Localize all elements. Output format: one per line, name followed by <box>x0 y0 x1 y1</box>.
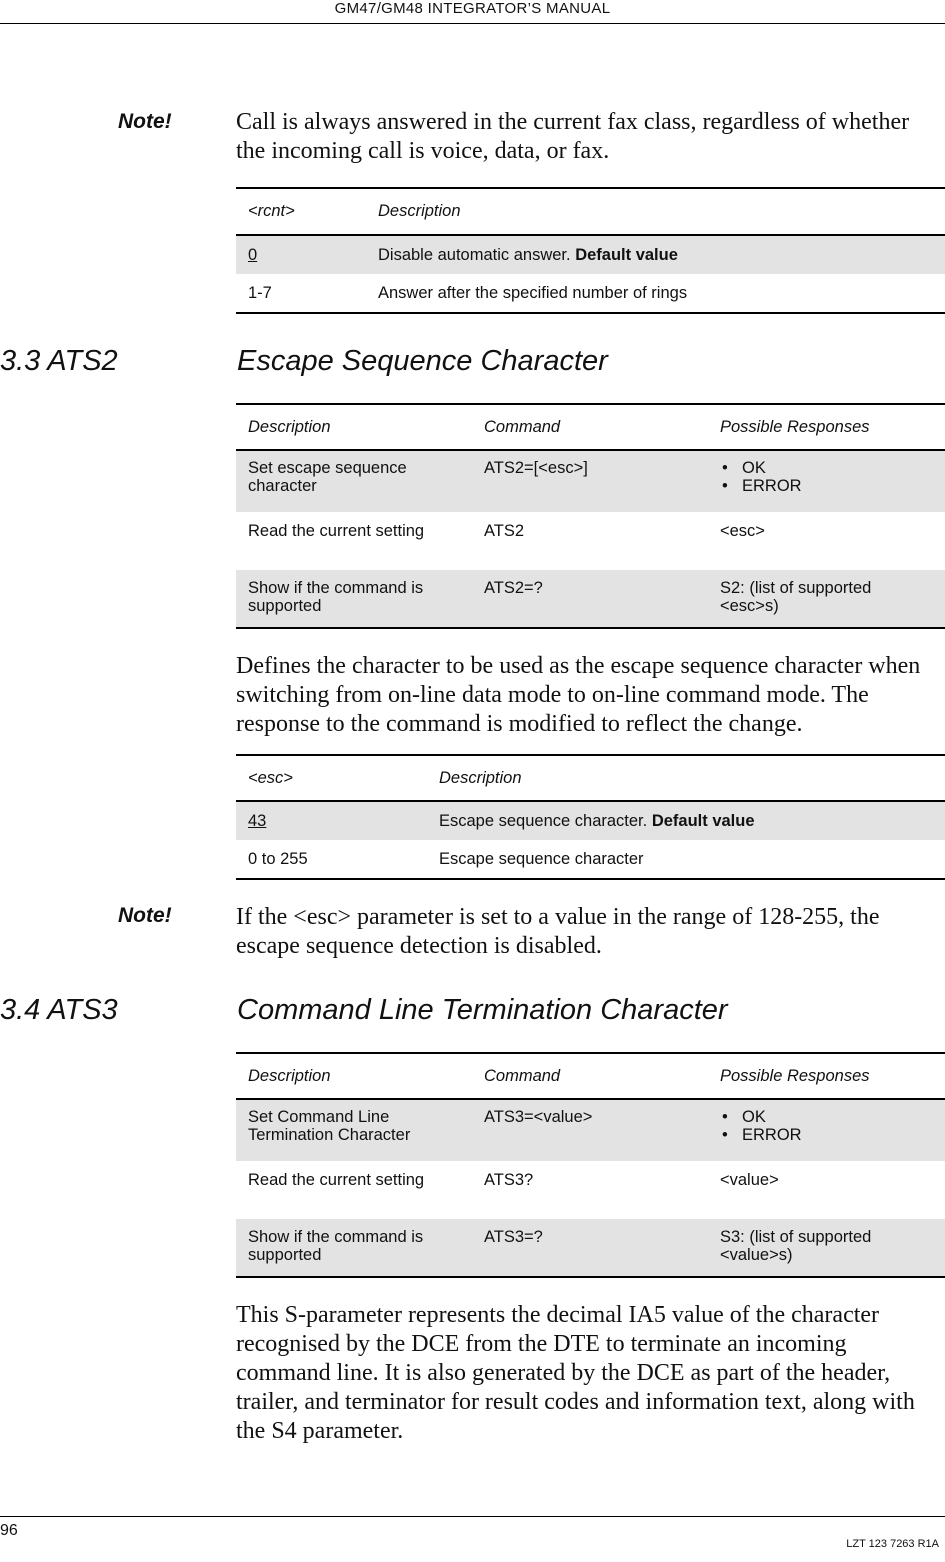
table-header-row <box>236 1053 945 1099</box>
command-description: Set escape sequence character <box>236 450 472 512</box>
command-syntax: ATS2 <box>484 522 525 540</box>
response-list <box>720 459 933 495</box>
column-header: Description <box>366 188 945 235</box>
command-syntax: ATS3? <box>484 1171 534 1189</box>
section-title: Command Line Termination Character <box>237 994 728 1026</box>
section-number: 3.3 ATS2 <box>0 345 118 377</box>
section-paragraph: This S-parameter represents the decimal IA5 value of the character recognised by the DCE from the DTE to terminate an incoming command line. It is also generated by the DCE as part of the header, trailer, and terminator for result codes and information text, along with the S4 parameter. <box>236 1302 915 1444</box>
column-header: Description <box>236 404 472 450</box>
ats2-command-table <box>236 403 945 629</box>
table-row <box>236 1219 945 1277</box>
running-header: GM47/GM48 INTEGRATOR’S MANUAL <box>334 0 611 17</box>
footer-rule <box>0 1516 945 1517</box>
column-header: <rcnt> <box>236 188 366 235</box>
response-item: • ERROR <box>720 1126 933 1144</box>
table-row <box>236 235 945 274</box>
command-description: Show if the command is supported <box>236 570 472 628</box>
parameter-description: Escape sequence character <box>439 850 644 868</box>
section-paragraph: Defines the character to be used as the escape sequence character when switching from on-line data mode to on-line command mode. The response to the command is modified to reflect the change. <box>236 653 921 737</box>
ats3-command-table <box>236 1052 945 1278</box>
command-response: S3: (list of supported <value>s) <box>708 1219 945 1277</box>
parameter-description: Escape sequence character. <box>439 812 652 830</box>
esc-parameter-table <box>236 754 945 880</box>
rcnt-parameter-table <box>236 187 945 314</box>
command-description: Set Command Line Termination Character <box>236 1099 472 1161</box>
section-title: Escape Sequence Character <box>237 345 608 377</box>
column-header: <esc> <box>236 755 427 801</box>
command-description: Read the current setting <box>248 522 425 540</box>
table-row <box>236 512 945 570</box>
command-response: S2: (list of supported <esc>s) <box>708 570 945 628</box>
parameter-value: 0 <box>248 246 258 264</box>
page-number: 96 <box>0 1522 18 1539</box>
table-row <box>236 1161 945 1219</box>
command-syntax: ATS2=? <box>472 570 708 628</box>
table-header-row <box>236 755 945 801</box>
note-label: Note! <box>118 904 172 927</box>
header-rule <box>0 23 945 24</box>
command-syntax: ATS2=[<esc>] <box>472 450 708 512</box>
parameter-value: 0 to 255 <box>248 850 308 868</box>
note-label: Note! <box>118 110 172 133</box>
default-value-marker: Default value <box>651 812 755 830</box>
command-syntax: ATS3=<value> <box>472 1099 708 1161</box>
note-text: Call is always answered in the current fax class, regardless of whether the incoming call is voice, data, or fax. <box>236 109 910 164</box>
document-id: LZT 123 7263 R1A <box>846 1538 939 1550</box>
response-item: • OK <box>720 1108 933 1126</box>
column-header: Possible Responses <box>708 404 945 450</box>
response-item: • OK <box>720 459 933 477</box>
table-row <box>236 840 945 879</box>
note-text: If the <esc> parameter is set to a value in the range of 128-255, the escape sequence detection is disabled. <box>236 904 880 959</box>
parameter-value: 43 <box>248 812 267 830</box>
table-header-row <box>236 404 945 450</box>
response-item: • ERROR <box>720 477 933 495</box>
column-header: Possible Responses <box>708 1053 945 1099</box>
column-header: Description <box>427 755 945 801</box>
response-list <box>720 1108 933 1144</box>
command-response: <esc> <box>720 522 765 540</box>
section-number: 3.4 ATS3 <box>0 994 118 1026</box>
parameter-value: 1-7 <box>248 284 272 302</box>
column-header: Description <box>236 1053 472 1099</box>
command-response: <value> <box>720 1171 779 1189</box>
column-header: Command <box>472 1053 708 1099</box>
command-description: Read the current setting <box>248 1171 425 1189</box>
table-row <box>236 450 945 512</box>
table-row <box>236 274 945 313</box>
table-row <box>236 1099 945 1161</box>
table-row <box>236 570 945 628</box>
parameter-description: Disable automatic answer. <box>378 246 576 264</box>
table-row <box>236 801 945 840</box>
table-header-row <box>236 188 945 235</box>
command-description: Show if the command is supported <box>236 1219 472 1277</box>
column-header: Command <box>472 404 708 450</box>
command-syntax: ATS3=? <box>472 1219 708 1277</box>
default-value-marker: Default value <box>575 246 678 264</box>
parameter-description: Answer after the specified number of rings <box>378 284 688 302</box>
